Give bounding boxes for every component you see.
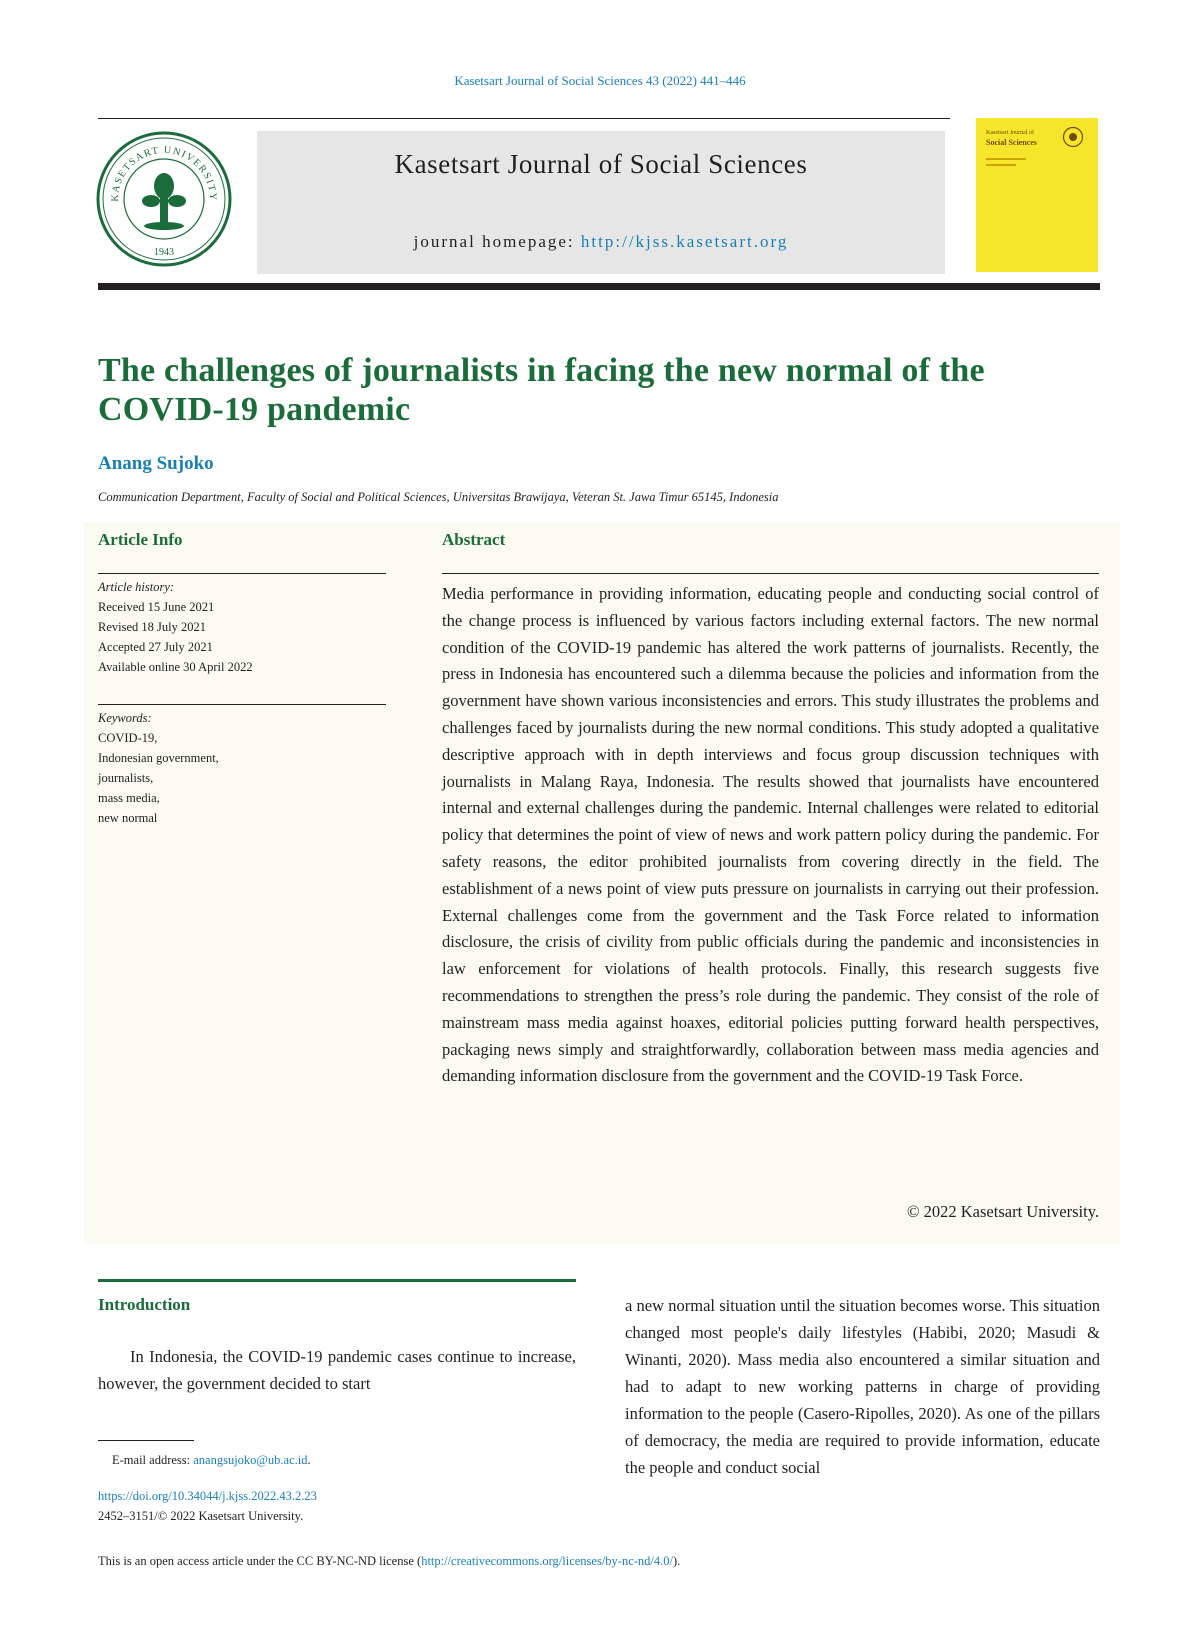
author-name[interactable]: Anang Sujoko (98, 453, 214, 474)
introduction-col2-text: a new normal situation until the situation becomes worse. This situation changed most people's daily lifestyles (Habibi, 2020; Masudi & Winanti, 2020). Mass media also encountered a similar situation and had to adapt to new working patterns in charge of providing information to the people (Casero-Ripolles, 2020). As one of the pillars of democracy, the media are required to provide information, educate the people and conduct social (625, 1296, 1100, 1477)
keyword-item: journalists, (98, 771, 154, 785)
license-link[interactable]: http://creativecommons.org/licenses/by-nc-nd/4.0/ (421, 1554, 673, 1568)
abstract-heading: Abstract (442, 530, 506, 549)
article-info-rule (98, 573, 386, 574)
email-label: E-mail address: (112, 1453, 191, 1467)
homepage-link[interactable]: http://kjss.kasetsart.org (580, 232, 789, 251)
abstract-copyright: © 2022 Kasetsart University. (906, 1202, 1099, 1221)
introduction-col1-text: In Indonesia, the COVID-19 pandemic cases continue to increase, however, the government decided to start (98, 1347, 576, 1393)
article-history (98, 577, 386, 677)
abstract-rule (442, 573, 1099, 574)
doi-link[interactable]: https://doi.org/10.34044/j.kjss.2022.43.2.23 (98, 1489, 317, 1503)
seal-year: 1943 (154, 247, 174, 258)
article-info-heading: Article Info (98, 530, 183, 549)
keyword-item: COVID-19, (98, 731, 158, 745)
abstract-text: Media performance in providing information, educating people and conducting social control of the change process is influenced by various factors including external factors. The new normal condition of the COVID-19 pandemic has altered the work patterns of journalists. Recently, the press in Indonesia has encountered such a dilemma because the policies and information from the government have shown various inconsistencies and errors. This study illustrates the problems and challenges faced by journalists during the new normal conditions. This study adopted a qualitative descriptive approach with in depth interviews and focus group discussion techniques with journalists in Malang Raya, Indonesia. The results showed that journalists have encountered internal and external challenges during the pandemic. Internal challenges were related to editorial policy that determines the point of view of news and work pattern policy during the pandemic. For safety reasons, the editor prohibited journalists from covering directly in the field. The establishment of a news point of view puts pressure on journalists in carrying out their profession. External challenges come from the government and the Task Force related to information disclosure, the crisis of civility from public officials during the pandemic and inconsistencies in law enforcement for violations of health protocols. Finally, this research suggests five recommendations to strengthen the press’s role during the pandemic. They consist of the role of mainstream mass media against hoaxes, editorial policies putting forward health perspectives, packaging news simply and straightforwardly, collaboration between mass media agencies and demanding information disclosure from the government and the COVID-19 Task Force. (442, 584, 1099, 1086)
journal-cover (976, 118, 1098, 272)
keyword-item: Indonesian government, (98, 751, 219, 765)
top-rule (98, 118, 950, 119)
keyword-item: new normal (98, 811, 158, 825)
journal-homepage (257, 232, 945, 252)
university-seal-logo (96, 131, 232, 267)
keywords-label: Keywords: (98, 711, 152, 725)
cover-seal-icon (1062, 126, 1084, 148)
homepage-label: journal homepage: (413, 232, 575, 251)
cover-title: Social Sciences (986, 138, 1037, 147)
journal-header-box (257, 131, 945, 274)
keyword-item: mass media, (98, 791, 160, 805)
cover-publisher: Kasetsart Journal of (986, 130, 1034, 136)
introduction-rule (98, 1279, 576, 1282)
history-available-online: Available online 30 April 2022 (98, 660, 253, 674)
header-rule (98, 283, 1100, 290)
introduction-heading: Introduction (98, 1295, 191, 1314)
footnote-rule (98, 1440, 194, 1441)
author-affiliation: Communication Department, Faculty of Social and Political Sciences, Universitas Brawijaya, Veteran St. Jawa Timur 65145, Indonesia (98, 490, 779, 504)
license-line: This is an open access article under the CC BY-NC-ND license (http://creativecommons.org/licenses/by-nc-nd/4.0/). (98, 1554, 681, 1568)
keywords (98, 708, 386, 828)
journal-title: Kasetsart Journal of Social Sciences (394, 149, 808, 179)
issn-line: 2452–3151/© 2022 Kasetsart University. (98, 1509, 304, 1523)
keywords-rule (98, 704, 386, 705)
article-history-label: Article history: (98, 580, 175, 594)
history-accepted: Accepted 27 July 2021 (98, 640, 213, 654)
paper-title: The challenges of journalists in facing the new normal of the COVID-19 pandemic (98, 352, 985, 428)
email-link[interactable]: anangsujoko@ub.ac.id (193, 1453, 308, 1467)
footnote-email: E-mail address: anangsujoko@ub.ac.id. (112, 1453, 311, 1467)
history-revised: Revised 18 July 2021 (98, 620, 206, 634)
running-head: Kasetsart Journal of Social Sciences 43 (2022) 441–446 (454, 73, 746, 88)
seal-text: KASETSART UNIVERSITY (109, 144, 219, 202)
history-received: Received 15 June 2021 (98, 600, 215, 614)
